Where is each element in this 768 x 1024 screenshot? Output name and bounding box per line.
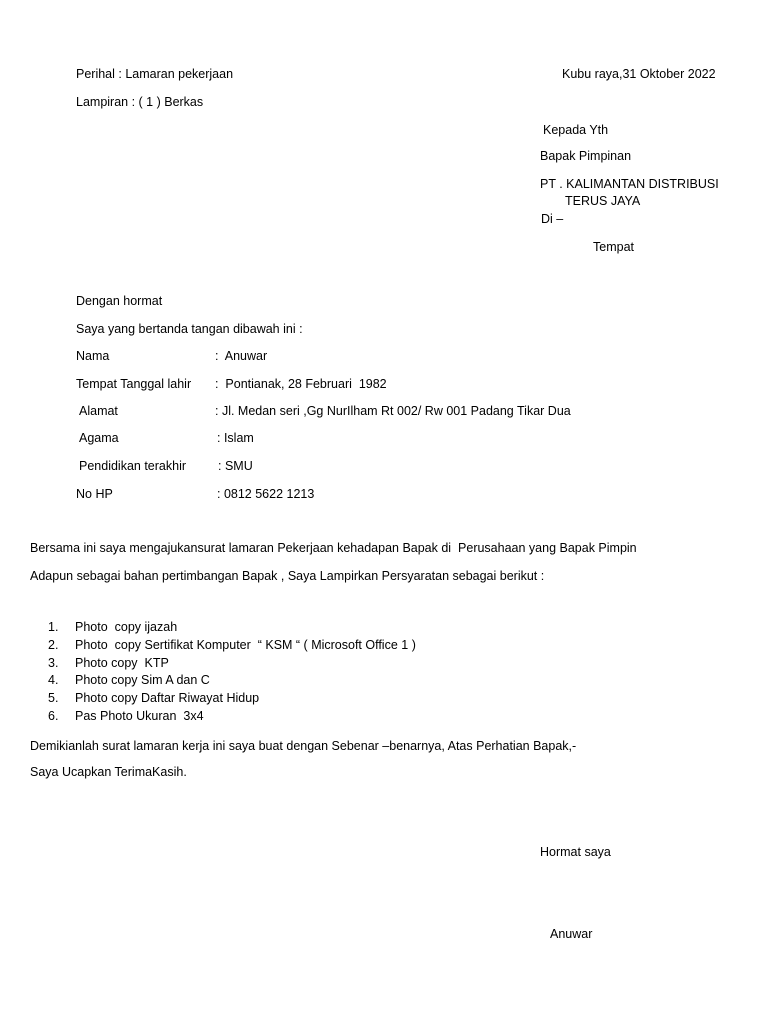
identity-label-phone: No HP — [76, 487, 113, 501]
recipient-location: Di – — [541, 212, 564, 226]
body-paragraph-1: Bersama ini saya mengajukansurat lamaran Pekerjaan kehadapan Bapak di Perusahaan yang Bapak Pimpin — [30, 541, 637, 555]
recipient-line-1: Kepada Yth — [543, 123, 609, 137]
identity-label-address: Alamat — [79, 404, 118, 418]
intro-statement: Saya yang bertanda tangan dibawah ini : — [76, 322, 303, 336]
identity-value-address: : Jl. Medan seri ,Gg NurIlham Rt 002/ Rw 001 Padang Tikar Dua — [215, 404, 571, 418]
list-item — [48, 655, 416, 673]
signature-name: Anuwar — [550, 927, 593, 941]
list-item — [48, 672, 416, 690]
subject-line: Perihal : Lamaran pekerjaan — [76, 67, 234, 81]
list-item — [48, 619, 416, 637]
list-item-text: Photo copy KTP — [75, 655, 169, 670]
identity-label-religion: Agama — [79, 431, 119, 445]
identity-label-name: Nama — [76, 349, 110, 363]
identity-value-birth: : Pontianak, 28 Februari 1982 — [215, 377, 387, 391]
attachment-count: Lampiran : ( 1 ) Berkas — [76, 95, 204, 109]
list-item-number: 6. — [48, 708, 59, 723]
identity-value-phone: : 0812 5622 1213 — [217, 487, 315, 501]
identity-value-name: : Anuwar — [215, 349, 268, 363]
letter-date: Kubu raya,31 Oktober 2022 — [562, 67, 716, 81]
list-item-number: 4. — [48, 673, 59, 688]
attachments-list — [48, 619, 416, 726]
list-item-text: Photo copy Sertifikat Komputer “ KSM “ ( Microsoft Office 1 ) — [75, 637, 416, 652]
list-item-text: Photo copy ijazah — [75, 620, 178, 634]
list-item-text: Photo copy Sim A dan C — [75, 673, 210, 688]
closing-paragraph-1: Demikianlah surat lamaran kerja ini saya buat dengan Sebenar –benarnya, Atas Perhatian Bapak,- — [30, 739, 577, 753]
recipient-place: Tempat — [593, 240, 634, 254]
list-item — [48, 690, 416, 708]
list-item-number: 3. — [48, 655, 59, 670]
greeting: Dengan hormat — [76, 294, 163, 308]
list-item-number: 5. — [48, 691, 59, 706]
identity-label-education: Pendidikan terakhir — [79, 459, 187, 473]
recipient-line-2: Bapak Pimpinan — [540, 149, 632, 163]
signature-salutation: Hormat saya — [540, 845, 611, 859]
list-item-number: 2. — [48, 637, 59, 652]
list-item-text: Pas Photo Ukuran 3x4 — [75, 708, 204, 723]
list-item — [48, 637, 416, 655]
recipient-company: PT . KALIMANTAN DISTRIBUSI — [540, 177, 719, 191]
identity-label-birth: Tempat Tanggal lahir — [76, 377, 192, 391]
identity-value-education: : SMU — [218, 459, 253, 473]
list-item-text: Photo copy Daftar Riwayat Hidup — [75, 691, 260, 706]
list-item-number: 1. — [48, 620, 59, 634]
list-item — [48, 708, 416, 726]
body-paragraph-2: Adapun sebagai bahan pertimbangan Bapak , Saya Lampirkan Persyaratan sebagai berikut : — [30, 569, 545, 583]
identity-value-religion: : Islam — [217, 431, 254, 445]
recipient-company-cont: TERUS JAYA — [565, 194, 641, 208]
closing-paragraph-2: Saya Ucapkan TerimaKasih. — [30, 765, 187, 779]
